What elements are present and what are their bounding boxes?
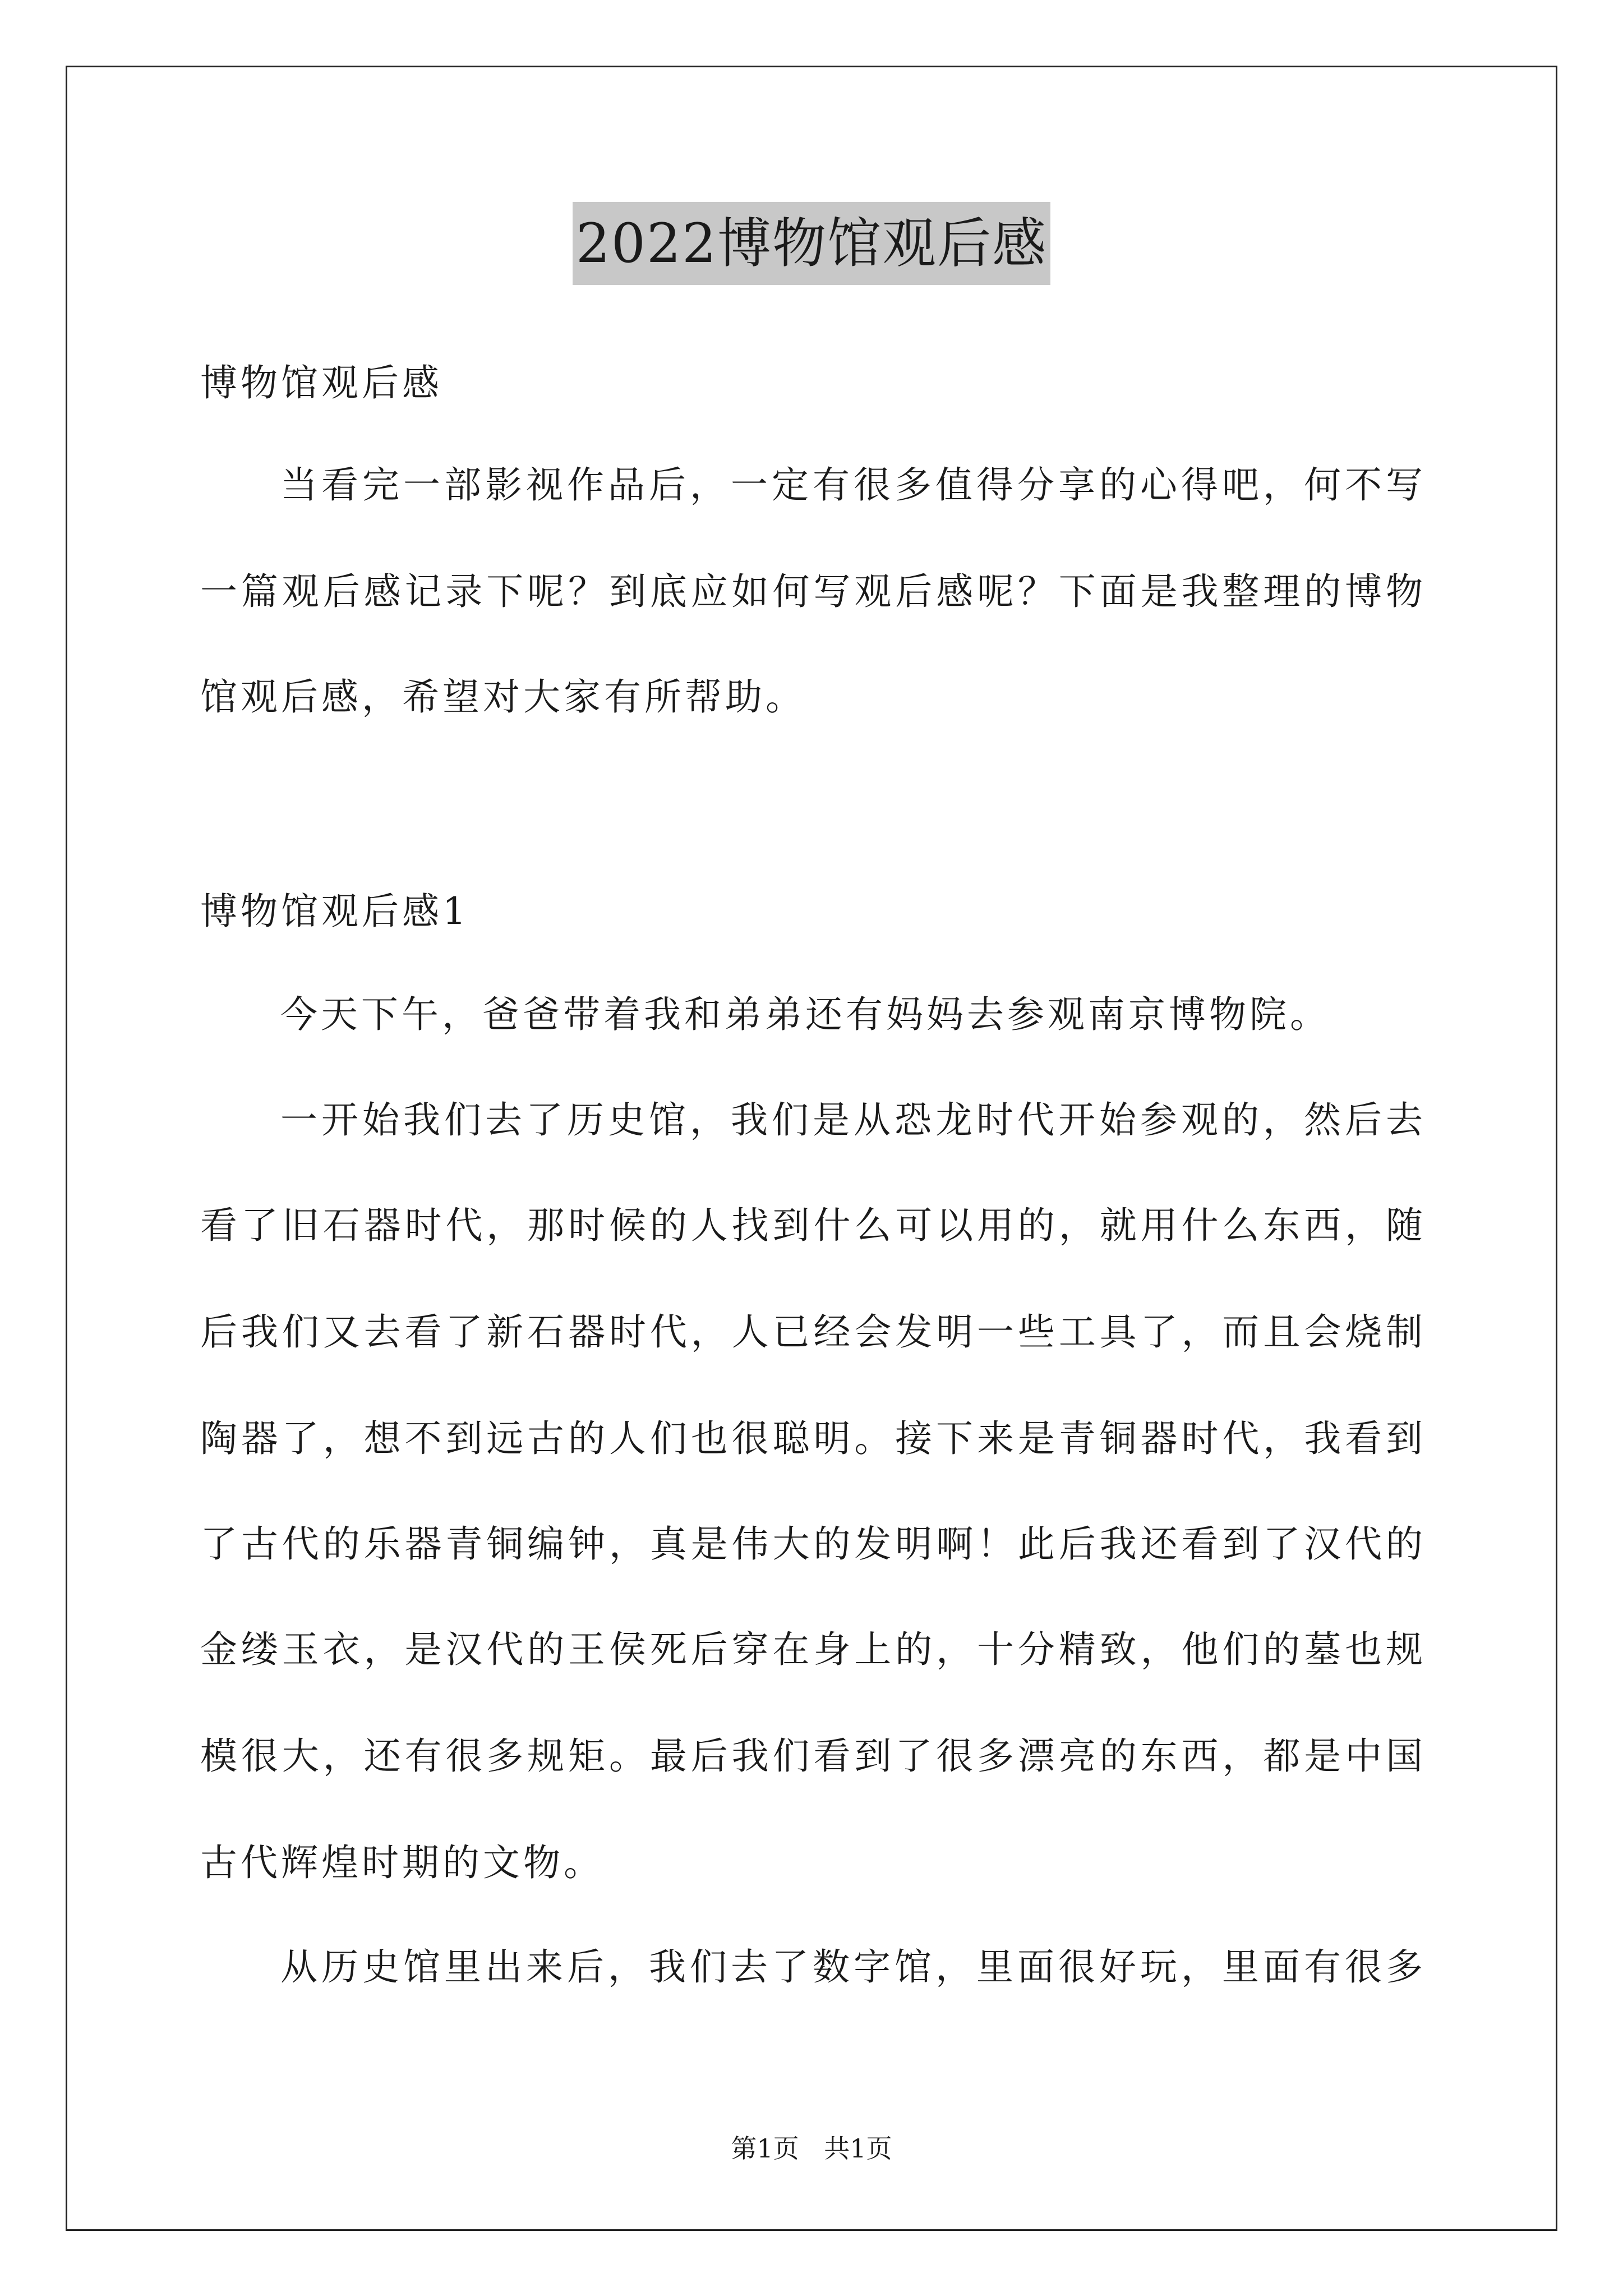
paragraph-2-line-1: 一开始我们去了历史馆，我们是从恐龙时代开始参观的，然后去 bbox=[280, 1098, 1423, 1142]
paragraph-2-line-6: 金缕玉衣，是汉代的王侯死后穿在身上的，十分精致，他们的墓也规 bbox=[200, 1628, 1423, 1671]
paragraph-2-line-8: 古代辉煌时期的文物。 bbox=[200, 1841, 604, 1884]
intro-line-3: 馆观后感，希望对大家有所帮助。 bbox=[200, 675, 806, 719]
paragraph-1: 今天下午，爸爸带着我和弟弟还有妈妈去参观南京博物院。 bbox=[280, 993, 1330, 1036]
intro-line-2: 一篇观后感记录下呢？到底应如何写观后感呢？下面是我整理的博物 bbox=[200, 570, 1423, 613]
document-title: 2022博物馆观后感 bbox=[573, 202, 1050, 285]
paragraph-2-line-4: 陶器了，想不到远古的人们也很聪明。接下来是青铜器时代，我看到 bbox=[200, 1417, 1423, 1460]
paragraph-2-line-3: 后我们又去看了新石器时代，人已经会发明一些工具了，而且会烧制 bbox=[200, 1310, 1423, 1354]
heading-section-1: 博物馆观后感1 bbox=[200, 890, 469, 933]
intro-line-1: 当看完一部影视作品后，一定有很多值得分享的心得吧，何不写 bbox=[280, 463, 1423, 507]
title-container bbox=[0, 202, 1623, 285]
heading-intro: 博物馆观后感 bbox=[200, 361, 442, 404]
paragraph-3: 从历史馆里出来后，我们去了数字馆，里面很好玩，里面有很多 bbox=[280, 1945, 1423, 1989]
paragraph-2-line-2: 看了旧石器时代，那时候的人找到什么可以用的，就用什么东西，随 bbox=[200, 1204, 1423, 1247]
page-footer: 第1页 共1页 bbox=[731, 2133, 892, 2164]
paragraph-2-line-7: 模很大，还有很多规矩。最后我们看到了很多漂亮的东西，都是中国 bbox=[200, 1734, 1423, 1778]
paragraph-2-line-5: 了古代的乐器青铜编钟，真是伟大的发明啊！此后我还看到了汉代的 bbox=[200, 1522, 1423, 1566]
